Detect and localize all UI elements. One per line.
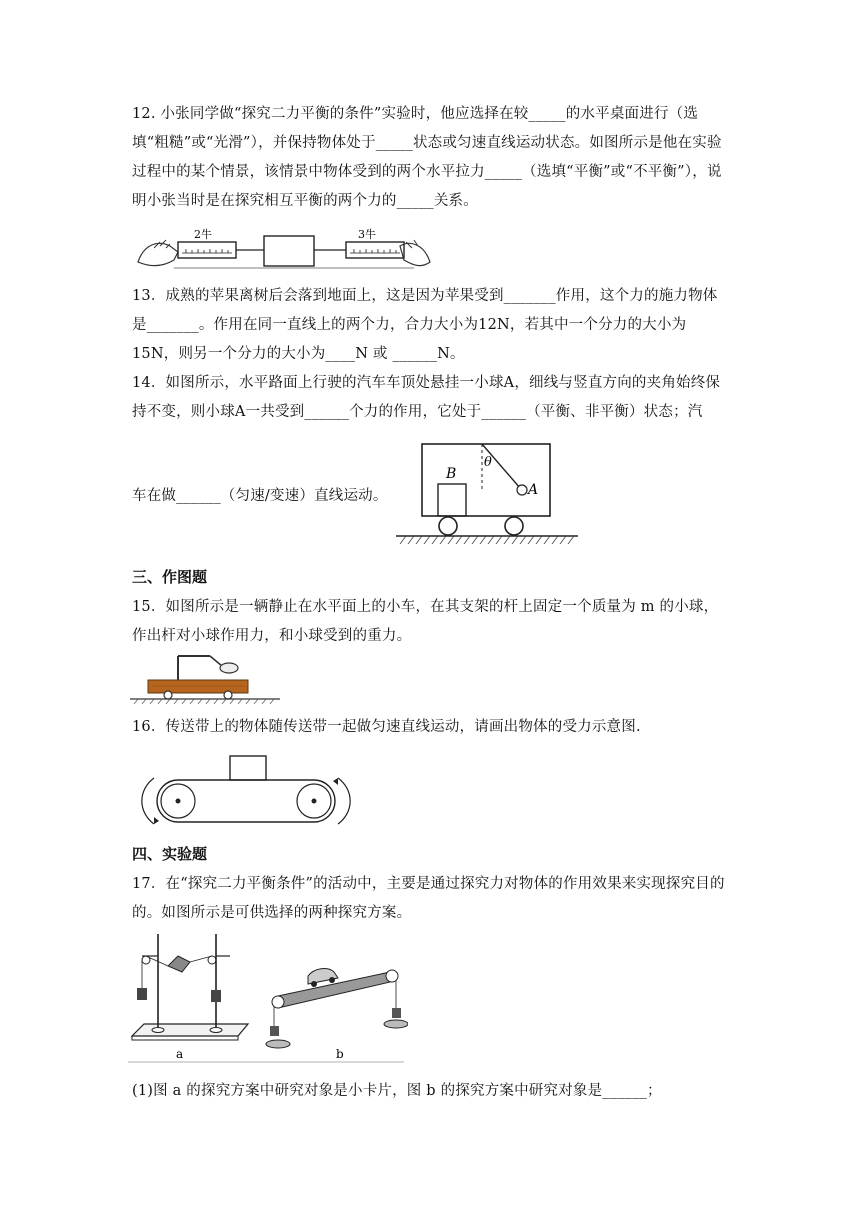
question-14-text-b: 车在做______（匀速/变速）直线运动。 bbox=[132, 488, 388, 504]
left-scale-label: 2牛 bbox=[194, 228, 212, 241]
cart-rod-ball-figure bbox=[130, 652, 280, 704]
spring-scale-figure bbox=[134, 222, 434, 274]
question-16-text: 16．传送带上的物体随传送带一起做匀速直线运动，请画出物体的受力示意图. bbox=[132, 719, 641, 735]
question-13-text: 13．成熟的苹果离树后会落到地面上，这是因为苹果受到_______作用，这个力的施力物体是_______。作用在同一直线上的两个力，合力大小为12N，若其中一个分力的大小为15N，则另一个分力的大小为____N 或 ______N。 bbox=[132, 288, 718, 362]
block-b-label: B bbox=[446, 466, 457, 482]
question-17-text: 17．在“探究二力平衡条件”的活动中，主要是通过探究力对物体的作用效果来实现探究目的的。如图所示是可供选择的两种探究方案。 bbox=[132, 876, 725, 921]
section-4-heading: 四、实验题 bbox=[132, 845, 208, 863]
question-14-text: 14．如图所示，水平路面上行驶的汽车车顶处悬挂一小球A，细线与竖直方向的夹角始终保持不变，则小球A一共受到______个力的作用，它处于______（平衡、非平衡）状态；汽 bbox=[132, 375, 721, 420]
question-17-sub-1: (1)图 a 的探究方案中研究对象是小卡片，图 b 的探究方案中研究对象是______； bbox=[132, 1083, 662, 1099]
right-scale-label: 3牛 bbox=[358, 228, 376, 241]
ball-a-label: A bbox=[528, 482, 539, 498]
question-12-text: 12. 小张同学做“探究二力平衡的条件”实验时，他应选择在较_____的水平桌面进行（选填“粗糙”或“光滑”），并保持物体处于_____状态或匀速直线运动状态。如图所示是他在实验过程中的某个情景，该情景中物体受到的两个水平拉力_____（选填“平衡”或“不平衡”），说明小张当时是在探究相互平衡的两个力的_____关系。 bbox=[132, 106, 722, 209]
section-3-heading: 三、作图题 bbox=[132, 568, 208, 586]
theta-label: θ bbox=[484, 455, 492, 470]
fig-a-label: a bbox=[176, 1047, 184, 1061]
fig-b-label: b bbox=[336, 1047, 344, 1061]
question-15-text: 15．如图所示是一辆静止在水平面上的小车，在其支架的杆上固定一个质量为 m 的小球，作出杆对小球作用力，和小球受到的重力。 bbox=[132, 599, 719, 644]
car-pendulum-figure bbox=[392, 440, 582, 548]
experiment-setups-figure bbox=[128, 928, 408, 1064]
conveyor-belt-figure bbox=[134, 752, 358, 830]
